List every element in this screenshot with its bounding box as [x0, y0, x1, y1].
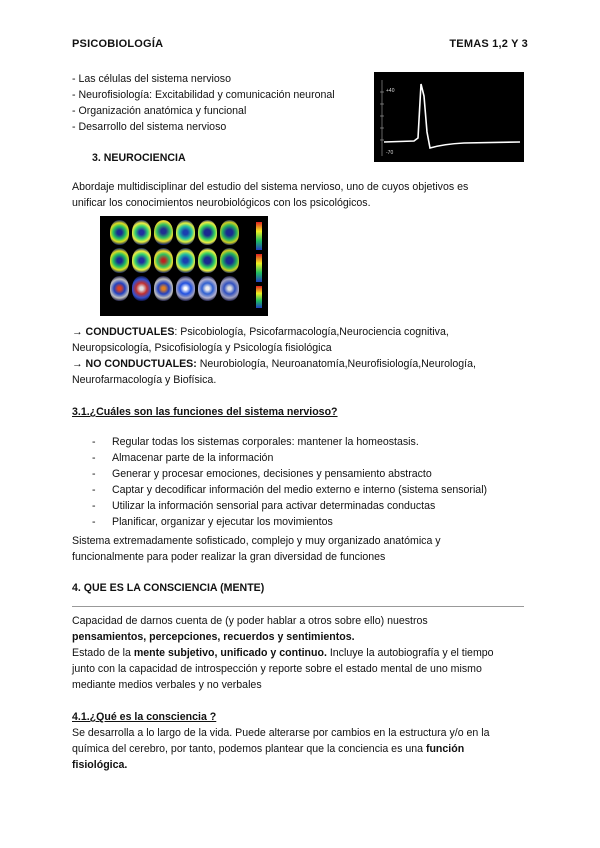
- intro-item: - Neurofisiología: Excitabilidad y comunicación neuronal: [72, 89, 335, 101]
- conductuales-line: [72, 325, 449, 340]
- action-potential-trace: [374, 72, 524, 162]
- section-3-1-title: 3.1.¿Cuáles son las funciones del sistema nervioso?: [72, 406, 338, 418]
- section-4-text: mediante medios verbales y no verbales: [72, 679, 262, 691]
- section-4-title: 4. QUE ES LA CONSCIENCIA (MENTE): [72, 582, 265, 594]
- section-3-1-closing: funcionalmente para poder realizar la gran diversidad de funciones: [72, 551, 386, 563]
- intro-item: - Organización anatómica y funcional: [72, 105, 247, 117]
- function-bullet: - Regular todas los sistemas corporales: mantener la homeostasis.: [92, 436, 419, 448]
- header-left-title: PSICOBIOLOGÍA: [72, 38, 164, 50]
- no-conductuales-text: Neurobiología, Neuroanatomía,Neurofisiología,Neurología,: [196, 358, 476, 370]
- section-4-1-text-bold: fisiológica.: [72, 759, 128, 771]
- no-conductuales-text-cont: Neurofarmacología y Biofísica.: [72, 374, 217, 386]
- scan-colorbar: [256, 254, 262, 282]
- scan-colorbar: [256, 222, 262, 250]
- section-4-text: junto con la capacidad de introspección y reporte sobre el estado mental de uno mismo: [72, 663, 482, 675]
- scan-colorbar: [256, 286, 262, 308]
- function-bullet: - Almacenar parte de la información: [92, 452, 274, 464]
- conductuales-label: → CONDUCTUALES: [72, 326, 175, 338]
- intro-item: - Desarrollo del sistema nervioso: [72, 121, 227, 133]
- function-bullet: - Utilizar la información sensorial para activar determinadas conductas: [92, 500, 436, 512]
- function-bullet: - Generar y procesar emociones, decisiones y pensamiento abstracto: [92, 468, 432, 480]
- intro-item: - Las células del sistema nervioso: [72, 73, 231, 85]
- graph-bottom-label: -70: [386, 150, 394, 156]
- section-3-paragraph: Abordaje multidisciplinar del estudio del sistema nervioso, uno de cuyos objetivos es: [72, 181, 469, 193]
- section-3-title: 3. NEUROCIENCIA: [92, 152, 186, 164]
- no-conductuales-line: [72, 357, 476, 372]
- function-bullet: - Captar y decodificar información del medio externo e interno (sistema sensorial): [92, 484, 488, 496]
- conductuales-text: : Psicobiología, Psicofarmacología,Neurociencia cognitiva,: [174, 326, 449, 338]
- brain-scans-image: [100, 216, 268, 316]
- section-4-text: Estado de la mente subjetivo, unificado y continuo. Incluye la autobiografía y el tiempo: [72, 647, 494, 659]
- section-4-1-title: 4.1.¿Qué es la consciencia ?: [72, 711, 217, 723]
- section-4-text: Capacidad de darnos cuenta de (y poder hablar a otros sobre ello) nuestros: [72, 615, 428, 627]
- section-3-paragraph: unificar los conocimientos neurobiológicos con los psicológicos.: [72, 197, 371, 209]
- no-conductuales-label: → NO CONDUCTUALES:: [72, 358, 197, 370]
- conductuales-text-cont: Neuropsicología, Psicofisiología y Psicología fisiológica: [72, 342, 332, 354]
- header-right-title: TEMAS 1,2 Y 3: [449, 38, 528, 50]
- section-4-1-text: química del cerebro, por tanto, podemos plantear que la conciencia es una función: [72, 743, 465, 755]
- section-3-1-closing: Sistema extremadamente sofisticado, complejo y muy organizado anatómica y: [72, 535, 441, 547]
- section-4-text-bold: pensamientos, percepciones, recuerdos y sentimientos.: [72, 631, 355, 643]
- section-4-1-text: Se desarrolla a lo largo de la vida. Puede alterarse por cambios en la estructura y/o en la: [72, 727, 490, 739]
- function-bullet: - Planificar, organizar y ejecutar los movimientos: [92, 516, 333, 528]
- action-potential-graph: [374, 72, 524, 162]
- graph-top-label: +40: [386, 88, 395, 94]
- section-divider: [72, 606, 524, 607]
